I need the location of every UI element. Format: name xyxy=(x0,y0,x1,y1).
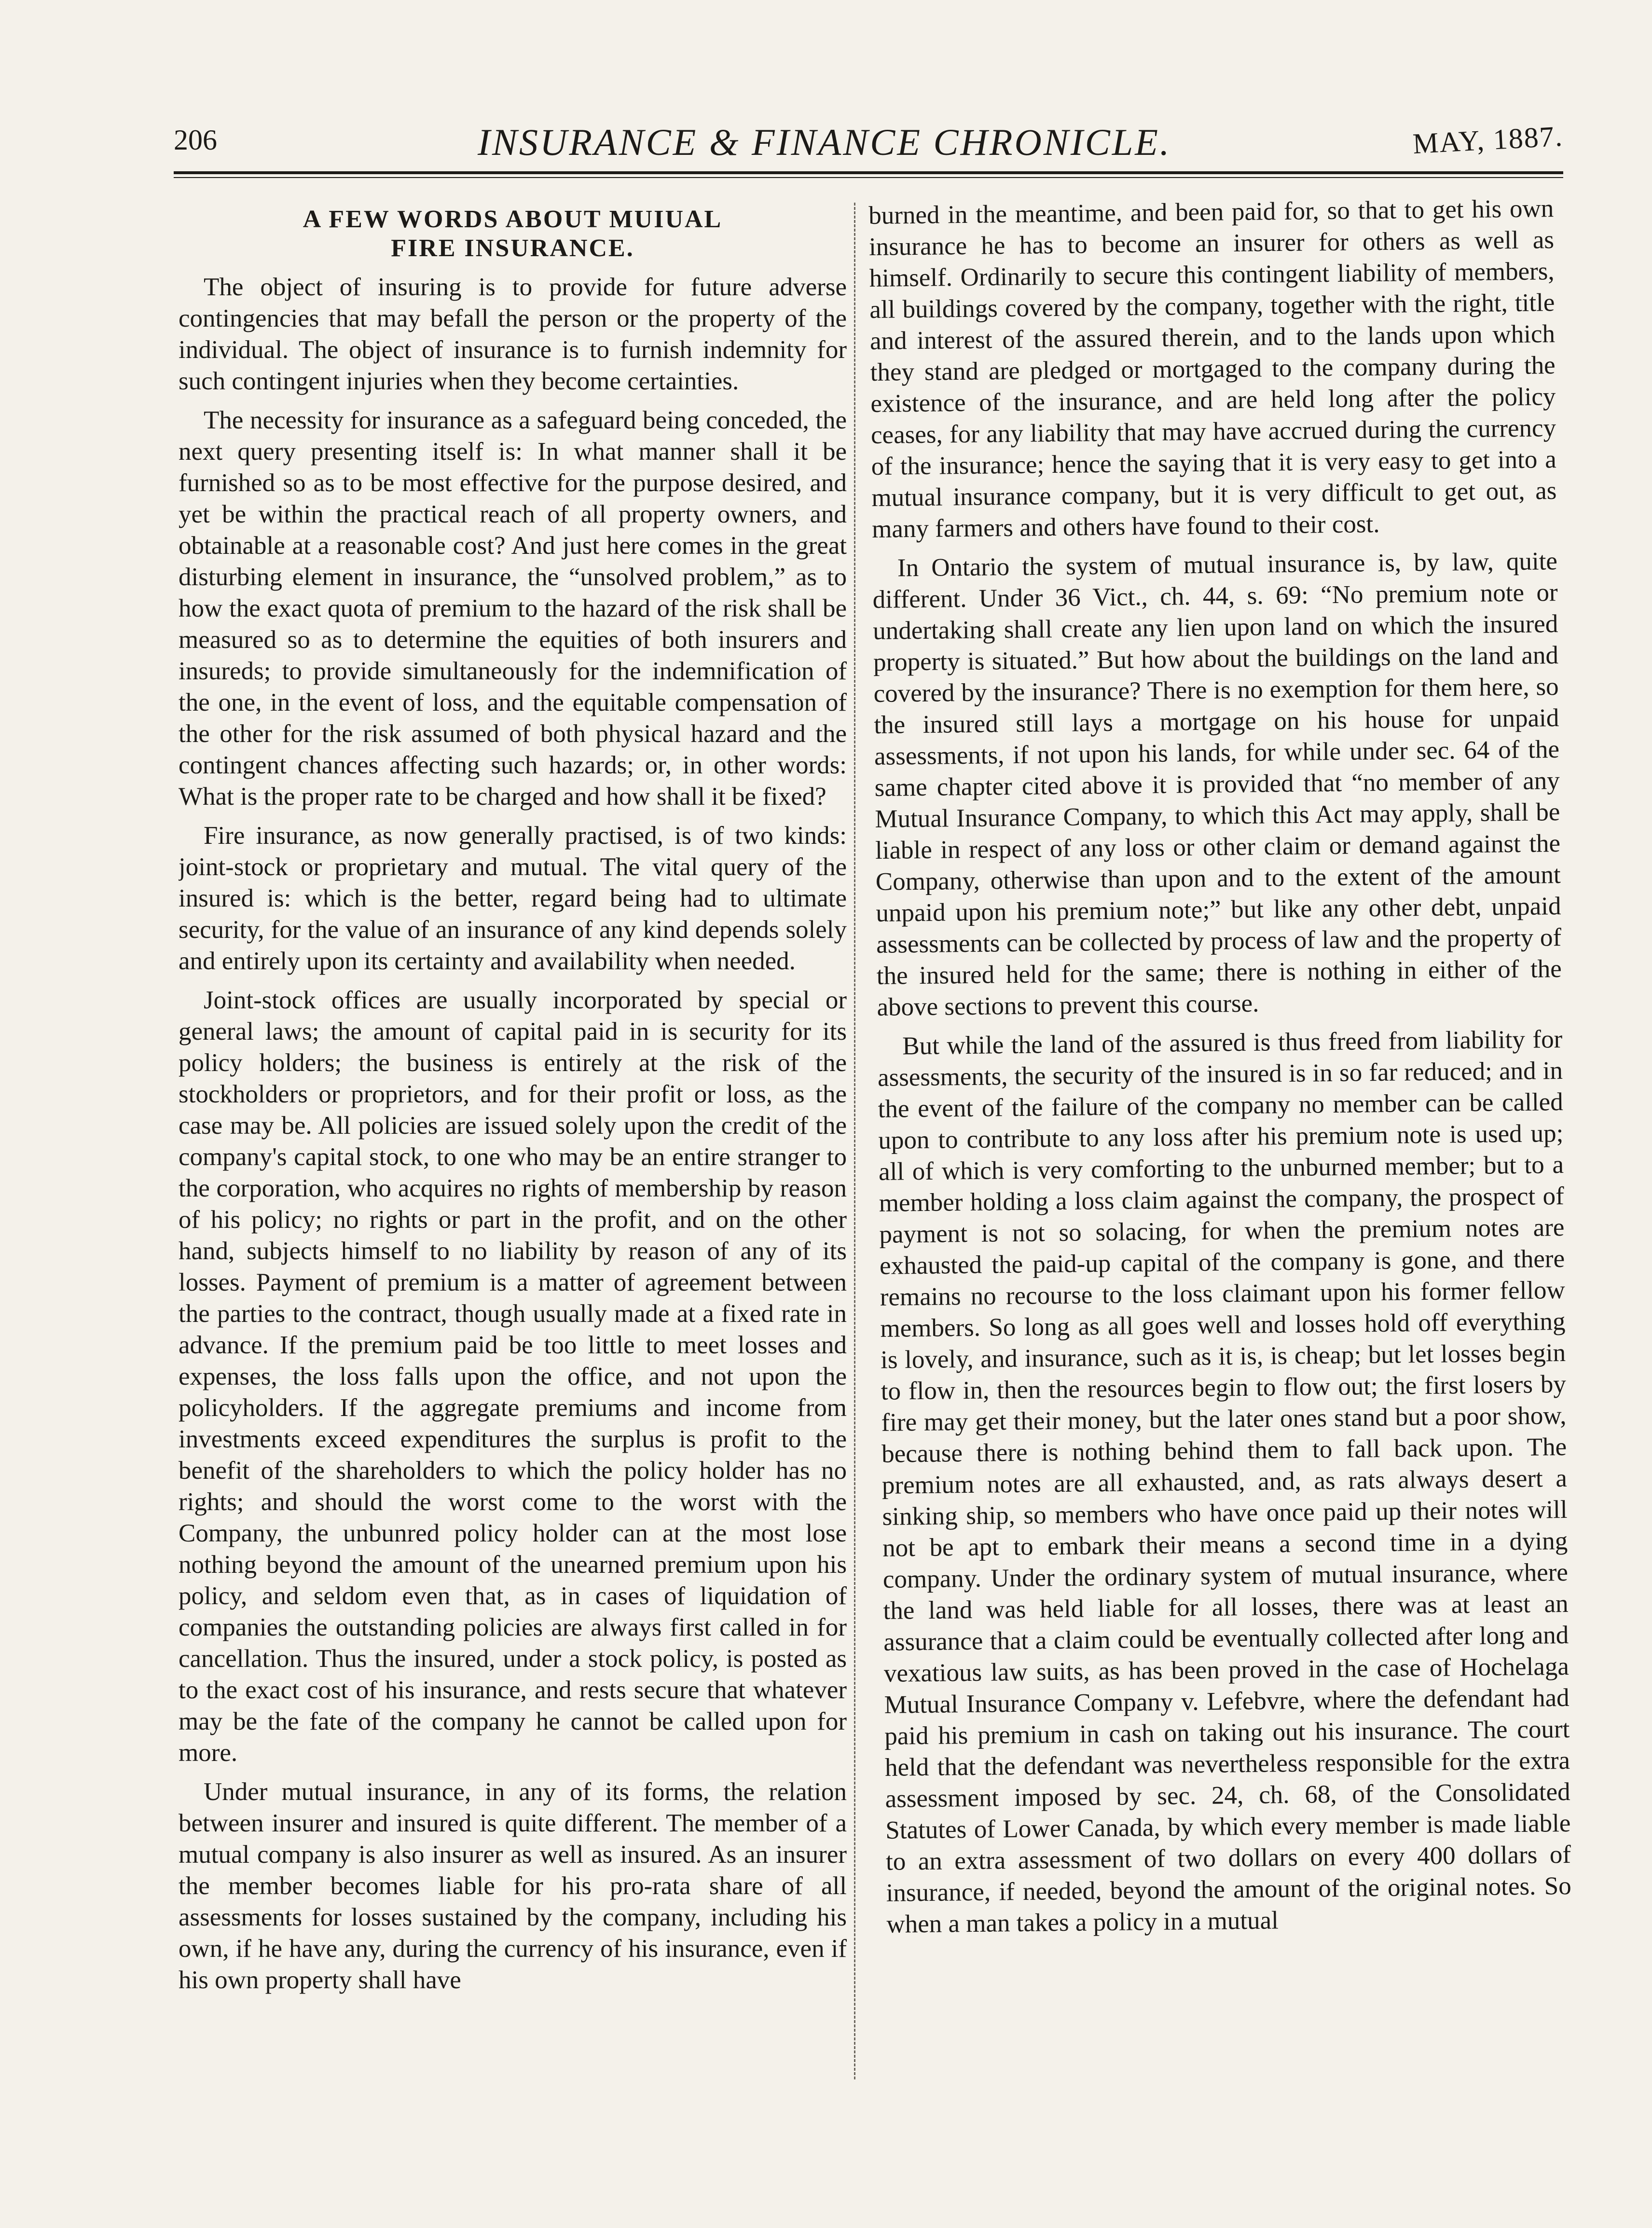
paragraph: The object of insuring is to provide for future adverse contingencies that may befall the person or the property of the individual. The object of insurance is to furnish indemnity for such contingent injuries when they become certainties. xyxy=(179,273,847,395)
header-rule-thin xyxy=(174,177,1563,178)
article-title-line-2: FIRE INSURANCE. xyxy=(391,234,634,262)
paragraph: Under mutual insurance, in any of its forms, the relation between insurer and insured is quite different. The member of a mutual company is also insurer as well as insured. As an insurer the member becomes liable for his pro-rata share of all assessments for losses sustained by the company, including his own, if he have any, during the currency of his insurance, even if his own property shall have xyxy=(179,1778,847,1994)
journal-title: INSURANCE & FINANCE CHRONICLE. xyxy=(478,121,1171,163)
article-title-line-1: A FEW WORDS ABOUT MUIUAL xyxy=(303,206,723,233)
page-header xyxy=(174,120,1564,174)
article-title xyxy=(179,205,847,263)
page-number: 206 xyxy=(174,124,217,156)
right-column xyxy=(868,193,1574,2130)
paragraph: But while the land of the assured is thus freed from liability for assessments, the security of the insured is in so far reduced; and in the event of the failure of the company no member can be called upon to contribute to any loss after his premium note is used up; all of which is very comforting to the unburned member; but to a member holding a loss claim against the company, the prospect of payment is not so solacing, for when the premium notes are exhausted the paid-up capital of the company is gone, and there remains no recourse to the loss claimant upon his former fellow members. So long as all goes well and losses hold off everything is lovely, and insurance, such as it is, is cheap; but let losses begin to flow in, then the resources begin to flow out; the first losers by fire may get their money, but the later ones stand but a poor show, because there is nothing behind them to fall back upon. The premium notes are all exhausted, and, as rats always desert a sinking ship, so members who have once paid up their notes will not be apt to embark their means a second time in a dying company. Under the ordinary system of mutual insurance, where the land was held liable for all losses, there was at least an assurance that a claim could be eventually collected after long and vexatious law suits, as has been proved in the case of Hochelaga Mutual Insurance Company v. Lefebvre, where the defendant had paid his premium in cash on taking out his insurance. The court held that the defendant was nevertheless responsible for the extra assessment imposed by sec. 24, ch. 68, of the Consolidated Statutes of Lower Canada, by which every member is made liable to an extra assessment of two dollars on every 400 dollars of insurance, if needed, beyond the amount of the original notes. So when a man takes a policy in a mutual xyxy=(877,1025,1571,1939)
issue-date: MAY, 1887. xyxy=(1412,120,1564,160)
paragraph: Fire insurance, as now generally practised, is of two kinds: joint-stock or proprietary and mutual. The vital query of the insured is: which is the better, regard being had to ultimate security, for the value of an insurance of any kind depends solely and entirely upon its certainty and availability when needed. xyxy=(179,822,847,975)
paragraph: In Ontario the system of mutual insurance is, by law, quite different. Under 36 Vict., ch. 44, s. 69: “No premium note or undertaking shall create any lien upon land on which the insured property is situated.” But how about the buildings on the land and covered by the insurance? There is no exemption for them here, so the insured still lays a mortgage on his house for unpaid assessments, if not upon his lands, for while under sec. 64 of the same chapter cited above it is provided that “no member of any Mutual Insurance Company, to which this Act may apply, shall be liable in respect of any loss or other claim or demand against the Company, otherwise than upon and to the extent of the amount unpaid upon his premium note;” but like any other debt, unpaid assessments can be collected by process of law and the property of the insured held for the same; there is nothing in either of the above sections to prevent this course. xyxy=(872,547,1562,1021)
left-column xyxy=(179,200,847,2130)
paragraph-continued: burned in the meantime, and been paid for, so that to get his own insurance he has to become an insurer for others as well as himself. Ordinarily to secure this contingent liability of members, all buildings covered by the company, together with the right, title and interest of the assured therein, and to the lands upon which they stand are pledged or mortgaged to the company during the existence of the insurance, and are held long after the policy ceases, for any liability that may have accrued during the currency of the insurance; hence the saying that it is very easy to get into a mutual insurance company, but it is very difficult to get out, as many farmers and others have found to their cost. xyxy=(868,194,1557,543)
header-rule-thick xyxy=(174,171,1563,174)
column-divider xyxy=(854,203,855,2079)
paragraph: Joint-stock offices are usually incorporated by special or general laws; the amount of capital paid in is security for its policy holders; the business is entirely at the risk of the stockholders or proprietors, and for their profit or loss, as the case may be. All policies are issued solely upon the credit of the company's capital stock, to one who may be an entire stranger to the corporation, who acquires no rights of membership by reason of his policy; no rights or part in the profit, and on the other hand, subjects himself to no liability by reason of any of its losses. Payment of premium is a matter of agreement between the parties to the contract, though usually made at a fixed rate in advance. If the premium paid be too little to meet losses and expenses, the loss falls upon the office, and not upon the policyholders. If the aggregate premiums and income from investments exceed expenditures the surplus is profit to the benefit of the shareholders to which the policy holder has no rights; and should the worst come to the worst with the Company, the unbunred policy holder can at the most lose nothing beyond the amount of the unearned premium upon his policy, and seldom even that, as in cases of liquidation of companies the outstanding policies are always first called in for cancellation. Thus the insured, under a stock policy, is posted as to the exact cost of his insurance, and rests secure that whatever may be the fate of the company he cannot be called upon for more. xyxy=(179,986,847,1767)
paragraph: The necessity for insurance as a safeguard being conceded, the next query presenting itself is: In what manner shall it be furnished so as to be most effective for the purpose desired, and yet be within the practical reach of all property owners, and obtainable at a reasonable cost? And just here comes in the great disturbing element in insurance, the “unsolved problem,” as to how the exact quota of premium to the hazard of the risk shall be measured so as to determine the equities of both insurers and insureds; to provide simultaneously for the indemnification of the one, in the event of loss, and the equitable compensation of the other for the risk assumed of both physical hazard and the contingent chances affecting such hazards; or, in other words: What is the proper rate to be charged and how shall it be fixed? xyxy=(179,406,847,811)
